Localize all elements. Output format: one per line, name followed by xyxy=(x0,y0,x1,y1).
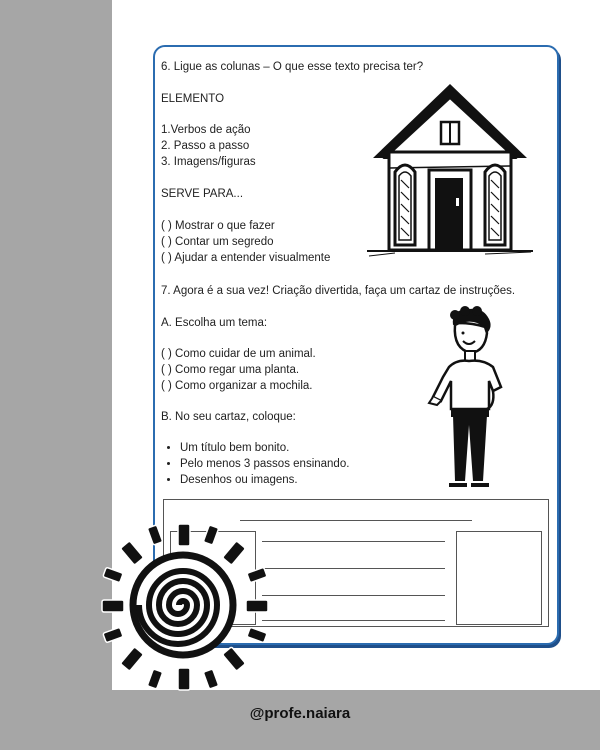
element-item: 2. Passo a passo xyxy=(161,140,250,152)
step-line[interactable] xyxy=(262,541,445,542)
step-line[interactable] xyxy=(262,620,445,621)
theme-option: ( ) Como organizar a mochila. xyxy=(161,380,313,392)
element-item: 1.Verbos de ação xyxy=(161,124,251,136)
step-line[interactable] xyxy=(262,568,445,569)
poster-checklist xyxy=(166,440,349,488)
theme-option: ( ) Como regar uma planta. xyxy=(161,364,300,376)
q7-title: 7. Agora é a sua vez! Criação divertida, faça um cartaz de instruções. xyxy=(161,285,516,297)
house-icon xyxy=(365,80,535,255)
part-b-label: B. No seu cartaz, coloque: xyxy=(161,411,296,423)
list-item: • Pelo menos 3 passos ensinando. xyxy=(180,456,349,472)
drawing-box-right[interactable] xyxy=(456,531,542,625)
list-item: • Um título bem bonito. xyxy=(180,440,349,456)
purpose-item: ( ) Mostrar o que fazer xyxy=(161,220,275,232)
q6-title: 6. Ligue as colunas – O que esse texto precisa ter? xyxy=(161,61,424,73)
purpose-item: ( ) Contar um segredo xyxy=(161,236,274,248)
sun-spiral-icon xyxy=(98,520,273,695)
boy-icon xyxy=(425,305,515,490)
purpose-item: ( ) Ajudar a entender visualmente xyxy=(161,252,331,264)
purpose-header: SERVE PARA... xyxy=(161,188,244,200)
author-handle: @profe.naiara xyxy=(249,705,351,722)
list-item: • Desenhos ou imagens. xyxy=(180,472,349,488)
step-line[interactable] xyxy=(262,595,445,596)
theme-option: ( ) Como cuidar de um animal. xyxy=(161,348,316,360)
part-a-label: A. Escolha um tema: xyxy=(161,317,268,329)
element-header: ELEMENTO xyxy=(161,93,225,105)
element-item: 3. Imagens/figuras xyxy=(161,156,256,168)
title-line[interactable] xyxy=(240,520,472,521)
